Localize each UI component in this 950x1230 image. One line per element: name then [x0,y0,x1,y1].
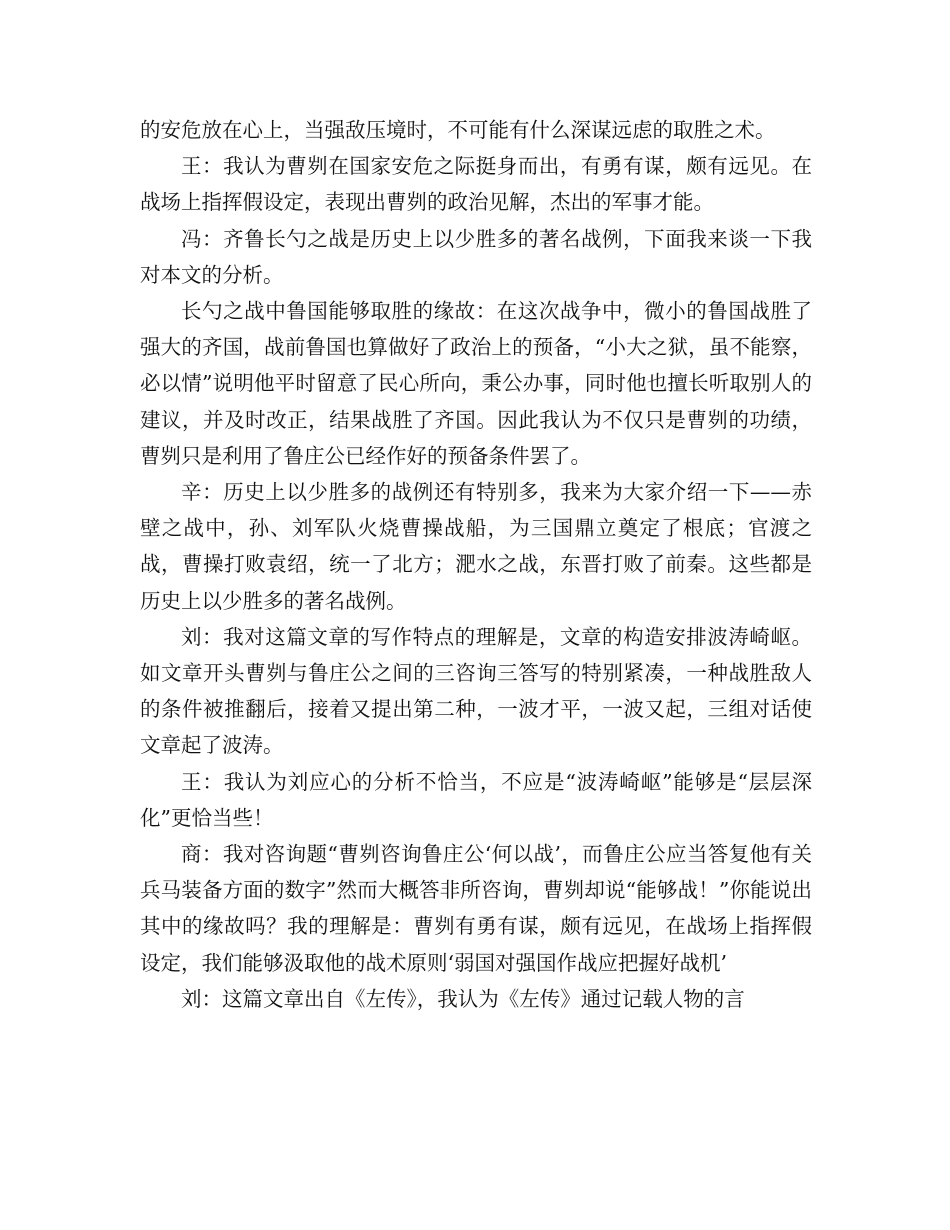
paragraph-8: 商：我对咨询题“曹刿咨询鲁庄公‘何以战’，而鲁庄公应当答复他有关兵马装备方面的数字”然而大概答非所咨询，曹刿却说“能够战！”你能说出其中的缘故吗？我的理解是：曹刿有勇有谋，颇有远见，在战场上指挥假设定，我们能够汲取他的战术原则‘弱国对强国作战应把握好战机’ [140,842,812,975]
paragraph-5: 辛：历史上以少胜多的战例还有特别多，我来为大家介绍一下——赤壁之战中，孙、刘军队火烧曹操战船，为三国鼎立奠定了根底；官渡之战，曹操打败袁绍，统一了北方；淝水之战，东晋打败了前秦。这些都是历史上以少胜多的著名战例。 [140,480,812,613]
document-body [140,112,812,1017]
paragraph-9: 刘：这篇文章出自《左传》，我认为《左传》通过记载人物的言 [181,986,745,1011]
paragraph-1: 的安危放在心上，当强敌压境时，不可能有什么深谋远虑的取胜之术。 [140,118,776,142]
paragraph-6: 刘：我对这篇文章的写作特点的理解是，文章的构造安排波涛崎岖。如文章开头曹刿与鲁庄公之间的三咨询三答写的特别紧凑，一种战胜敌人的条件被推翻后，接着又提出第二种，一波才平，一波又起，三组对话使文章起了波涛。 [140,624,812,758]
paragraph-4: 长勺之战中鲁国能够取胜的缘故：在这次战争中，微小的鲁国战胜了强大的齐国，战前鲁国也算做好了政治上的预备，“小大之狱，虽不能察，必以情”说明他平时留意了民心所向，秉公办事，同时他也擅长听取别人的建议，并及时改正，结果战胜了齐国。因此我认为不仅只是曹刿的功绩，曹刿只是利用了鲁庄公已经作好的预备条件罢了。 [140,299,812,468]
paragraph-2: 王：我认为曹刿在国家安危之际挺身而出，有勇有谋，颇有远见。在战场上指挥假设定，表现出曹刿的政治见解，杰出的军事才能。 [140,154,812,215]
paragraph-7: 王：我认为刘应心的分析不恰当，不应是“波涛崎岖”能够是“层层深化”更恰当些！ [140,769,812,830]
paragraph-3: 冯：齐鲁长勺之战是历史上以少胜多的著名战例，下面我来谈一下我对本文的分析。 [140,226,812,287]
